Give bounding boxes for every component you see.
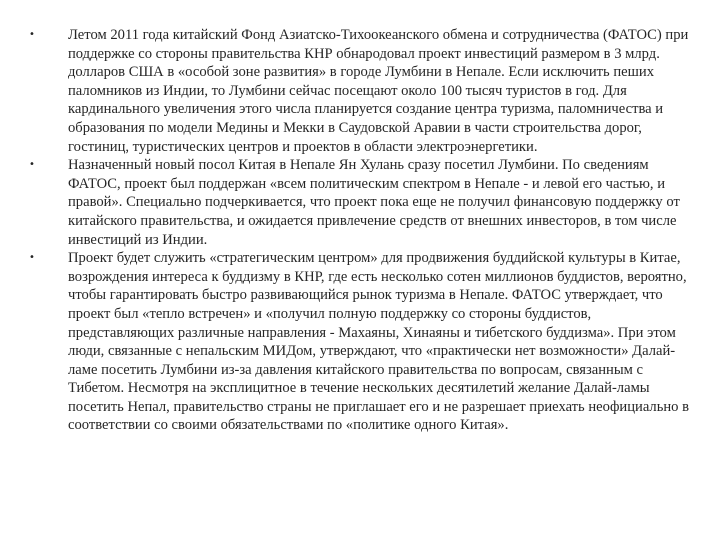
- paragraph-2: Назначенный новый посол Китая в Непале Ян Хулань сразу посетил Лумбини. По сведениям ФАТОС, проект был поддержан «всем политическим спектром в Непале - и левой его частью, и правой». Специально подчеркивается, что проект пока еще не получил финансовую поддержку от китайского правительства, и ожидается привлечение средств от внешних инвесторов, в том числе инвестиций из Индии.: [68, 157, 680, 248]
- paragraph-1: Летом 2011 года китайский Фонд Азиатско-Тихоокеанского обмена и сотрудничества (ФАТОС) при поддержке со стороны правительства КНР обнародовал проект инвестиций размером в 3 млрд. долларов США в «особой зоне развития» в городе Лумбини в Непале. Если исключить пеших паломников из Индии, то Лумбини сейчас посещают около 100 тысяч туристов в год. Для кардинального увеличения этого числа планируется создание центра туризма, паломничества и образования по модели Медины и Мекки в Саудовской Аравии в части строительства дорог, гостиниц, туристических центров и проектов в области электроэнергетики.: [68, 27, 689, 155]
- bullet-icon: •: [29, 252, 35, 264]
- bullet-item-3: [26, 249, 698, 435]
- bullet-icon: •: [29, 159, 35, 171]
- bullet-list: [26, 26, 698, 435]
- bullet-icon: •: [29, 29, 35, 40]
- paragraph-3: Проект будет служить «стратегическим центром» для продвижения буддийской культуры в Китае, возрождения интереса к буддизму в КНР, где есть несколько сотен миллионов буддистов, вероятно, чтобы гарантировать быстро развивающийся рынок туризма в Непале. ФАТОС утверждает, что проект был «тепло встречен» и «получил полную поддержку со стороны буддистов, представляющих различные направления - Махаяны, Хинаяны и тибетского буддизма». При этом люди, связанные с непальским МИДом, утверждают, что «практически нет возможности» Далай-ламе посетить Лумбини из-за давления китайского правительства по вопросам, связанным с Тибетом. Несмотря на эксплицитное в течение нескольких десятилетий желание Далай-ламы посетить Непал, правительство страны не приглашает его и не разрешает приехать неофициально в соответствии со своими обязательствами по «политике одного Китая».: [68, 250, 690, 434]
- bullet-item-2: [26, 156, 698, 249]
- bullet-item-1: [26, 26, 698, 156]
